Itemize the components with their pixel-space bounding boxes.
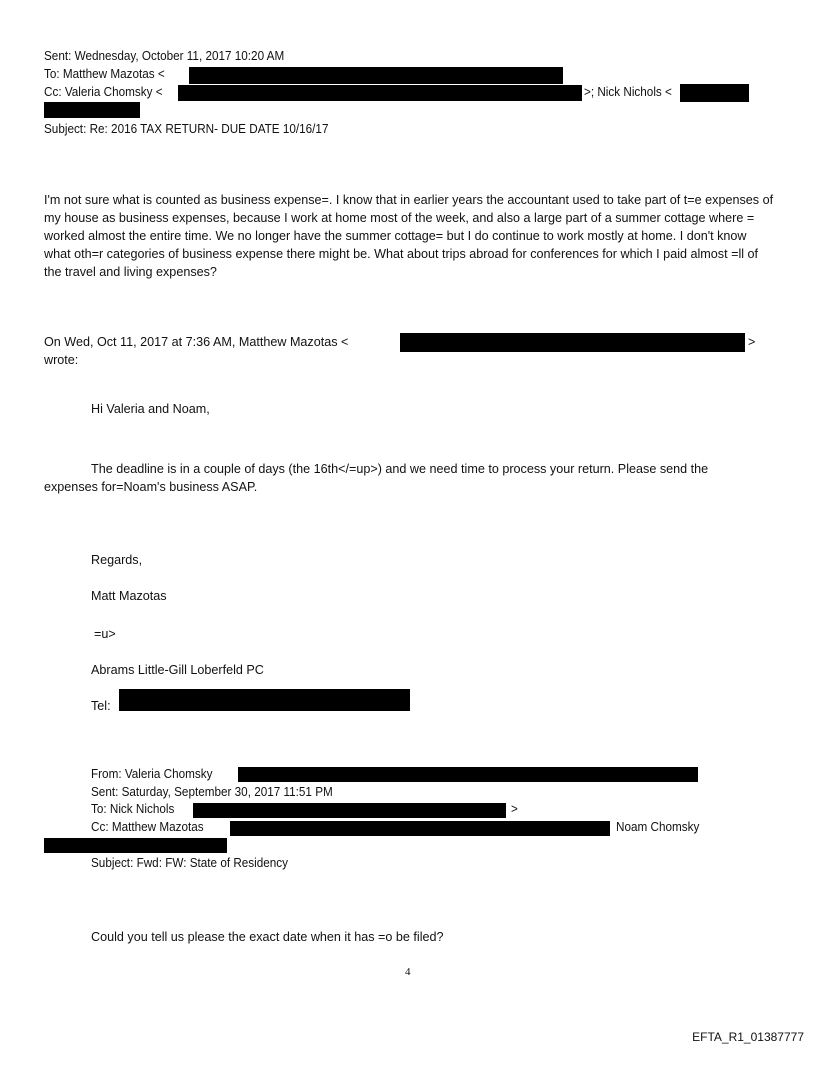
body-paragraph: I'm not sure what is counted as business expense=. I know that in earlier years the accountant used to take part of t=e expenses of my house as business expenses, because I work at home most of the week, and also a large part of a summer cottage where = worked almost the entire time. We no longer have the summer cottage= but I do continue to work mostly at home. I don't know what oth=r categories of business expense there might be. What about trips abroad for conferences for which I paid almost =ll of the travel and living expenses? [44,193,774,279]
header-subject: Subject: Re: 2016 TAX RETURN- DUE DATE 10/16/17 [44,122,329,136]
redaction [193,803,506,818]
redaction [44,102,140,118]
quoted-intro-tail: > [748,335,756,349]
fwd-subject: Subject: Fwd: FW: State of Residency [91,856,289,870]
redaction [230,821,610,836]
header-sent: Sent: Wednesday, October 11, 2017 10:20 AM [44,49,285,63]
quoted-regards: Regards, [91,553,143,567]
quoted-greeting: Hi Valeria and Noam, [91,402,210,416]
fwd-to-tail: > [511,802,518,816]
fwd-cc-tail: Noam Chomsky [616,820,700,834]
redaction [238,767,698,782]
quoted-line1: The deadline is in a couple of days (the 16th</=up>) and we need time to process your return. Please send the [91,462,709,476]
page-number: 4 [405,966,411,978]
redaction [680,84,749,102]
redaction [178,85,582,101]
quoted-tel: Tel: [91,699,111,713]
header-cc-tail: >; Nick Nichols < [584,85,672,99]
header-cc: Cc: Valeria Chomsky < [44,85,163,99]
fwd-sent: Sent: Saturday, September 30, 2017 11:51 PM [91,785,333,799]
fwd-from: From: Valeria Chomsky [91,767,213,781]
quoted-intro: On Wed, Oct 11, 2017 at 7:36 AM, Matthew Mazotas < [44,335,349,349]
fwd-cc: Cc: Matthew Mazotas [91,820,204,834]
document-id: EFTA_R1_01387777 [692,1030,804,1044]
redaction [189,67,563,84]
fwd-to: To: Nick Nichols [91,802,175,816]
header-to: To: Matthew Mazotas < [44,67,165,81]
quoted-line2: expenses for=Noam's business ASAP. [44,480,258,494]
quoted-name: Matt Mazotas [91,589,167,603]
quoted-wrote: wrote: [44,353,79,367]
quoted-firm: Abrams Little-Gill Loberfeld PC [91,663,264,677]
quoted-artifact: =u> [94,627,116,641]
redaction [44,838,227,853]
redaction [400,333,745,352]
fwd-body: Could you tell us please the exact date when it has =o be filed? [91,930,444,944]
redaction [119,689,410,711]
